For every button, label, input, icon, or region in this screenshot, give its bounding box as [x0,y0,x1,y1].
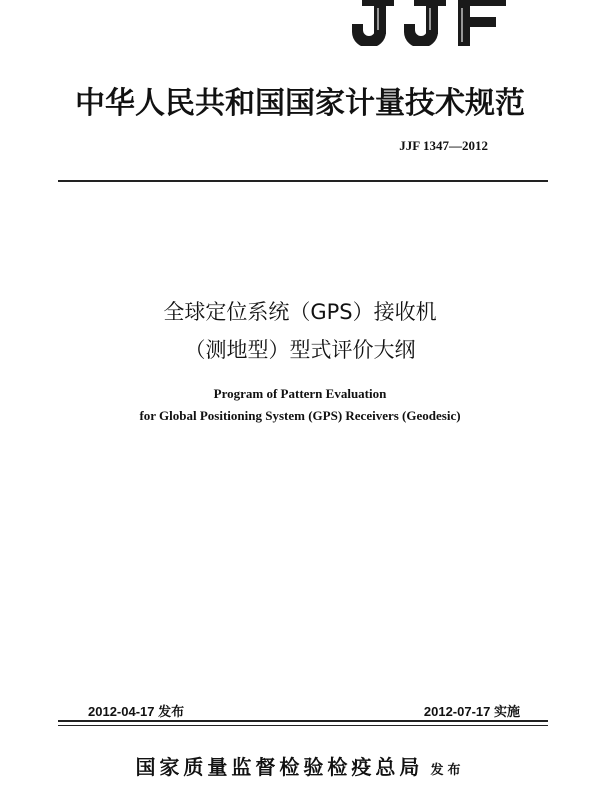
document-title-en-line1: Program of Pattern Evaluation [213,386,387,401]
document-title-en-line2: for Global Positioning System (GPS) Receivers (Geodesic) [139,408,461,423]
issuing-agency-title: 中华人民共和国国家计量技术规范 [75,86,525,121]
document-title-zh-line1: 全球定位系统（GPS）接收机 [163,300,437,324]
standard-number: JJF 1347—2012 [399,138,488,153]
publisher-name: 国家质量监督检验检疫总局 [135,755,424,779]
footer-divider-thick [58,720,548,722]
footer-divider-thin [58,725,548,726]
document-title-zh-line2: （测地型）型式评价大纲 [184,338,416,362]
publisher [0,751,600,780]
publisher-suffix: 发布 [430,763,465,778]
jjf-logo-mark [350,0,520,46]
issue-date: 2012-04-17 发布 [88,704,185,719]
jjf-logo [350,0,520,46]
effective-date: 2012-07-17 实施 [423,704,520,719]
header-divider [58,180,548,182]
